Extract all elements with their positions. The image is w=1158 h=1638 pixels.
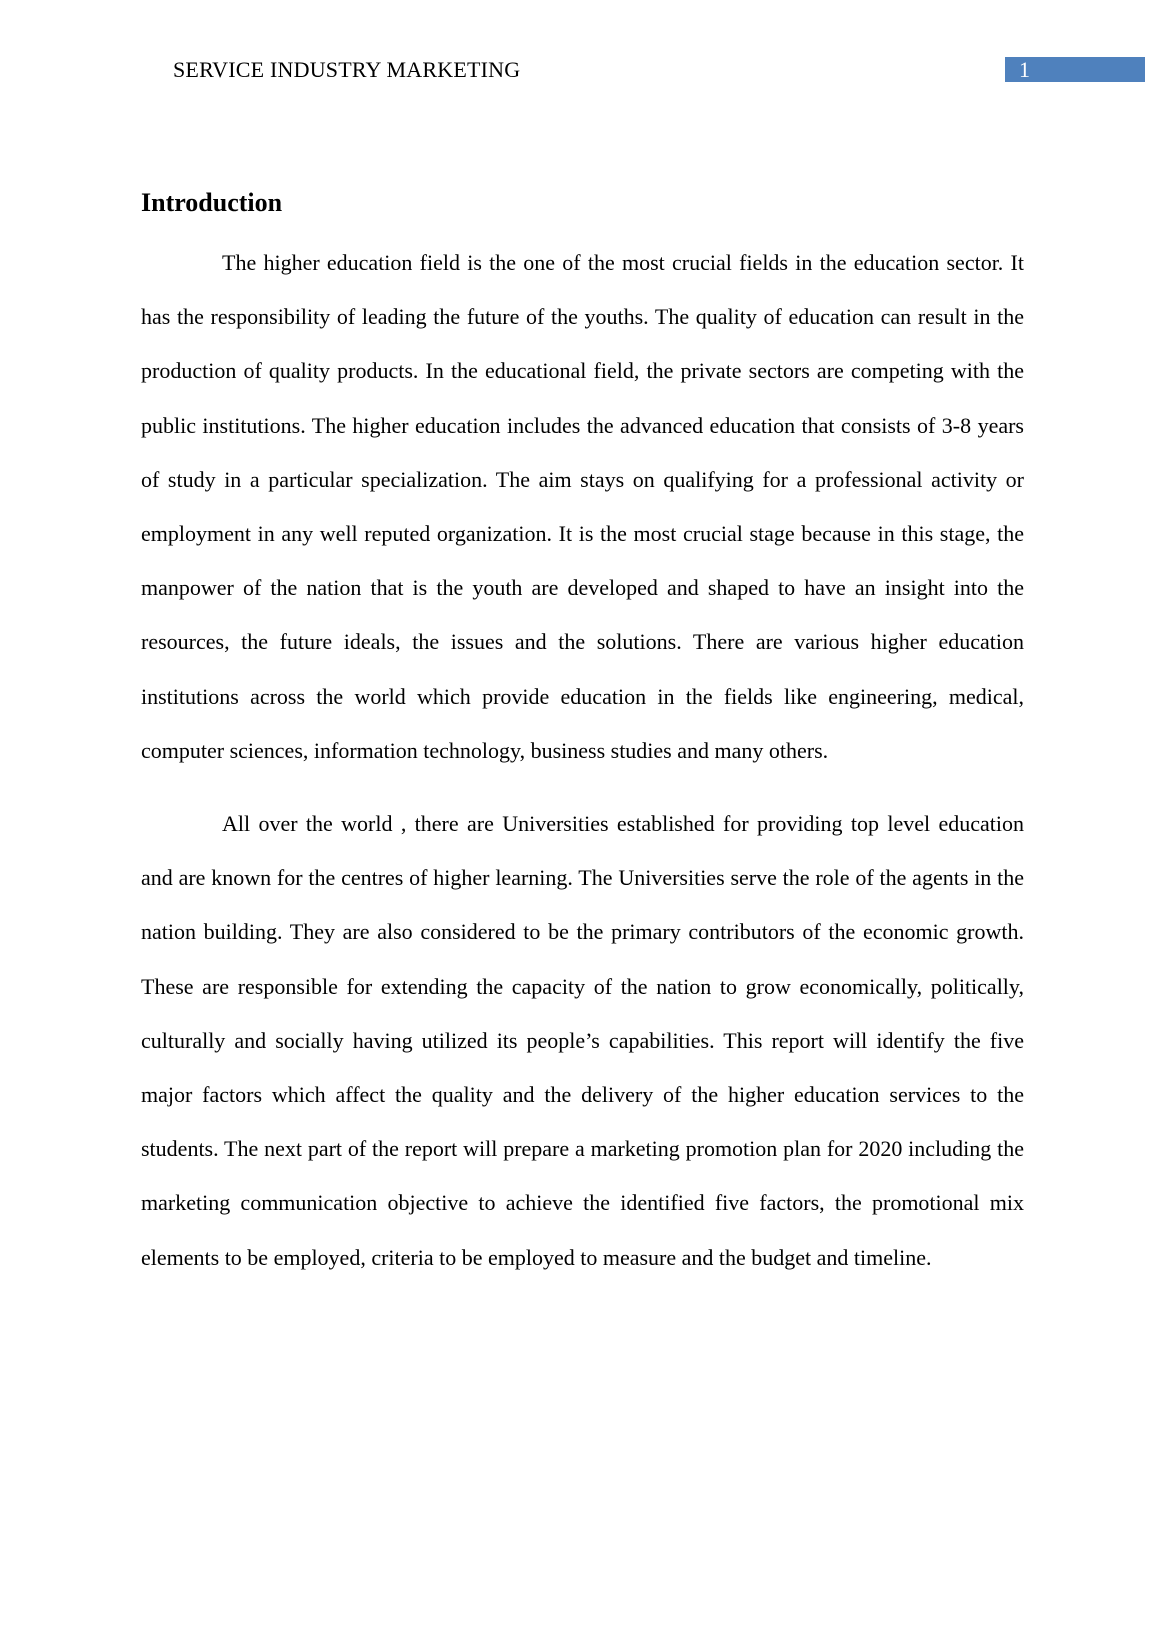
running-head: SERVICE INDUSTRY MARKETING xyxy=(173,57,521,82)
document-body xyxy=(141,186,1024,1285)
section-heading: Introduction xyxy=(141,188,283,217)
body-paragraph: The higher education field is the one of the most crucial fields in the education sector. It has the responsibility of leading the future of the youths. The quality of education can result in the production of quality products. In the educational field, the private sectors are competing with the public institutions. The higher education includes the advanced education that consists of 3-8 years of study in a particular specialization. The aim stays on qualifying for a professional activity or employment in any well reputed organization. It is the most crucial stage because in this stage, the manpower of the nation that is the youth are developed and shaped to have an insight into the resources, the future ideals, the issues and the solutions. There are various higher education institutions across the world which provide education in the fields like engineering, medical, computer sciences, information technology, business studies and many others. xyxy=(141,250,1024,763)
body-paragraph: All over the world , there are Universities established for providing top level education and are known for the centres of higher learning. The Universities serve the role of the agents in the nation building. They are also considered to be the primary contributors of the economic growth. These are responsible for extending the capacity of the nation to grow economically, politically, culturally and socially having utilized its people’s capabilities. This report will identify the five major factors which affect the quality and the delivery of the higher education services to the students. The next part of the report will prepare a marketing promotion plan for 2020 including the marketing communication objective to achieve the identified five factors, the promotional mix elements to be employed, criteria to be employed to measure and the budget and timeline. xyxy=(141,811,1024,1270)
page-number-badge: 1 xyxy=(1005,57,1145,82)
